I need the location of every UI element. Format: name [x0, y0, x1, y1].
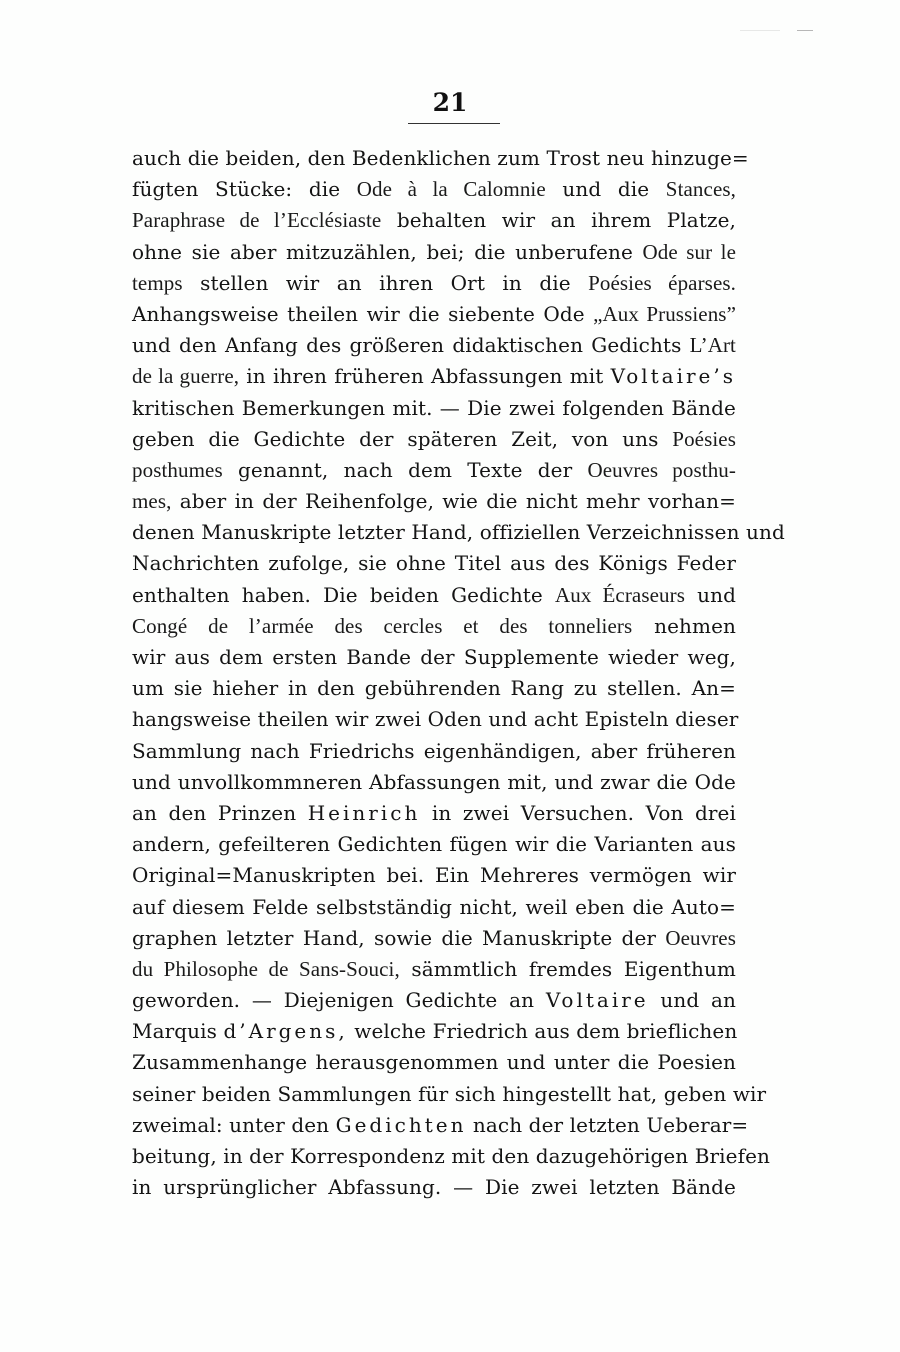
text-segment: hangsweise theilen wir zwei Oden und acht Episteln dieser: [132, 707, 739, 732]
text-segment: Anhangsweise theilen wir die siebente Ode: [132, 301, 594, 326]
text-line: [132, 299, 736, 330]
text-line: [132, 673, 736, 704]
text-segment: wir aus dem ersten Bande der Supplemente wieder weg,: [132, 645, 736, 669]
text-segment: graphen letzter Hand, sowie die Manuskripte der: [132, 925, 666, 950]
text-segment: beitung, in der Korrespondenz mit den dazugehörigen Briefen: [132, 1144, 771, 1168]
text-line: [132, 1172, 736, 1203]
antiqua-phrase: temps: [132, 270, 183, 295]
spaced-name: d’Argens,: [223, 1019, 348, 1044]
text-line: [132, 1141, 771, 1172]
text-line: [132, 424, 736, 455]
text-segment: in zwei Versuchen. Von drei: [420, 800, 736, 825]
text-line: [132, 923, 736, 954]
spaced-name: Voltaire’s: [610, 364, 737, 389]
scan-artifact-mark: [797, 30, 813, 31]
spaced-name: Heinrich: [307, 800, 421, 825]
text-segment: Sammlung nach Friedrichs eigenhändigen, aber früheren: [132, 738, 736, 763]
text-line: [132, 548, 736, 579]
text-segment: an den Prinzen: [132, 800, 308, 825]
text-segment: enthalten haben. Die beiden Gedichte: [132, 582, 555, 607]
text-line: [132, 1047, 736, 1078]
text-line: [132, 985, 736, 1016]
text-line: [132, 517, 785, 548]
page-number: 21: [432, 88, 468, 117]
text-segment: in ursprünglicher Abfassung. — Die zwei letzten Bände: [132, 1175, 736, 1200]
text-segment: Zusammenhange herausgenommen und unter die Poesien: [132, 1050, 736, 1075]
text-segment: kritischen Bemerkungen mit. — Die zwei folgenden Bände: [132, 395, 736, 420]
antiqua-phrase: mes,: [132, 489, 172, 514]
text-segment: zweimal: unter den: [132, 1112, 336, 1137]
antiqua-phrase: Poésies éparses.: [588, 270, 736, 295]
text-segment: welche Friedrich aus dem brieflichen: [347, 1019, 738, 1044]
antiqua-phrase: posthumes: [132, 457, 223, 482]
text-line: [132, 1079, 767, 1110]
antiqua-phrase: Paraphrase de l’Ecclésiaste: [132, 208, 382, 233]
text-segment: nach der letzten Ueberar=: [466, 1112, 749, 1137]
text-line: [132, 1016, 736, 1047]
text-line: [132, 486, 736, 517]
text-segment: und den Anfang des größeren didaktischen Gedichts: [132, 333, 690, 358]
text-segment: ohne sie aber mitzuzählen, bei; die unberufene: [132, 239, 643, 264]
text-line: [132, 954, 736, 985]
text-line: [132, 143, 749, 174]
text-segment: und: [685, 582, 737, 607]
text-line: [132, 580, 736, 611]
text-segment: behalten wir an ihrem Platze,: [381, 208, 737, 233]
spaced-name: Gedichten: [335, 1112, 467, 1137]
text-line: [132, 455, 736, 486]
text-line: [132, 1110, 749, 1141]
text-segment: andern, gefeilteren Gedichten fügen wir die Varianten aus: [132, 832, 736, 857]
spaced-name: Voltaire: [545, 988, 649, 1013]
antiqua-phrase: Oeuvres: [665, 925, 736, 950]
text-segment: nehmen: [632, 613, 736, 638]
text-line: [132, 798, 736, 829]
text-segment: und an: [648, 988, 736, 1013]
text-segment: geben die Gedichte der späteren Zeit, von uns: [132, 426, 673, 451]
text-segment: Original=Manuskripten bei. Ein Mehreres vermögen wir: [132, 863, 736, 888]
text-line: [132, 237, 736, 268]
text-line: [132, 611, 736, 642]
text-segment: in ihren früheren Abfassungen mit: [239, 364, 611, 389]
text-line: [132, 330, 736, 361]
text-line: [132, 268, 736, 299]
text-line: [132, 829, 736, 860]
text-line: [132, 736, 736, 767]
text-segment: denen Manuskripte letzter Hand, offiziellen Verzeichnissen und: [132, 520, 785, 545]
antiqua-phrase: Aux Écraseurs: [555, 582, 686, 607]
text-segment: seiner beiden Sammlungen für sich hingestellt hat, geben wir: [132, 1081, 767, 1106]
text-segment: stellen wir an ihren Ort in die: [182, 270, 589, 295]
text-line: [132, 174, 736, 205]
text-segment: und die: [545, 177, 666, 202]
antiqua-phrase: du Philosophe de Sans-Souci,: [132, 956, 400, 981]
text-line: [132, 767, 736, 798]
text-segment: fügten Stücke: die: [132, 177, 357, 202]
text-line: [132, 642, 736, 673]
page-number-rule: [408, 123, 500, 125]
antiqua-phrase: Stances,: [665, 177, 736, 202]
body-text: [132, 143, 785, 1203]
text-segment: genannt, nach dem Texte der: [222, 457, 588, 482]
text-segment: aber in der Reihenfolge, wie die nicht mehr vorhan=: [171, 489, 736, 514]
text-segment: auf diesem Felde selbstständig nicht, weil eben die Auto=: [132, 894, 736, 919]
text-line: [132, 704, 739, 735]
antiqua-phrase: Oeuvres posthu-: [587, 457, 736, 482]
text-line: [132, 205, 736, 236]
antiqua-phrase: Congé de l’armée des cercles et des tonneliers: [132, 613, 633, 638]
antiqua-phrase: Ode sur le: [642, 239, 736, 264]
antiqua-phrase: de la guerre,: [132, 364, 240, 389]
antiqua-phrase: Poésies: [672, 426, 736, 451]
antiqua-phrase: „Aux Prussiens”: [593, 301, 736, 326]
text-segment: sämmtlich fremdes Eigenthum: [399, 956, 736, 981]
text-segment: auch die beiden, den Bedenklichen zum Trost neu hinzuge=: [132, 146, 749, 170]
antiqua-phrase: L’Art: [689, 333, 736, 358]
text-segment: Nachrichten zufolge, sie ohne Titel aus des Königs Feder: [132, 551, 736, 576]
text-segment: und unvollkommneren Abfassungen mit, und zwar die Ode: [132, 769, 736, 794]
text-line: [132, 361, 736, 392]
text-line: [132, 892, 736, 923]
text-segment: um sie hieher in den gebührenden Rang zu stellen. An=: [132, 676, 736, 701]
text-segment: Marquis: [132, 1019, 224, 1044]
scan-artifact-mark: [740, 30, 780, 31]
text-line: [132, 393, 736, 424]
text-segment: geworden. — Diejenigen Gedichte an: [132, 988, 546, 1013]
antiqua-phrase: Ode à la Calomnie: [356, 177, 546, 202]
text-line: [132, 860, 736, 891]
